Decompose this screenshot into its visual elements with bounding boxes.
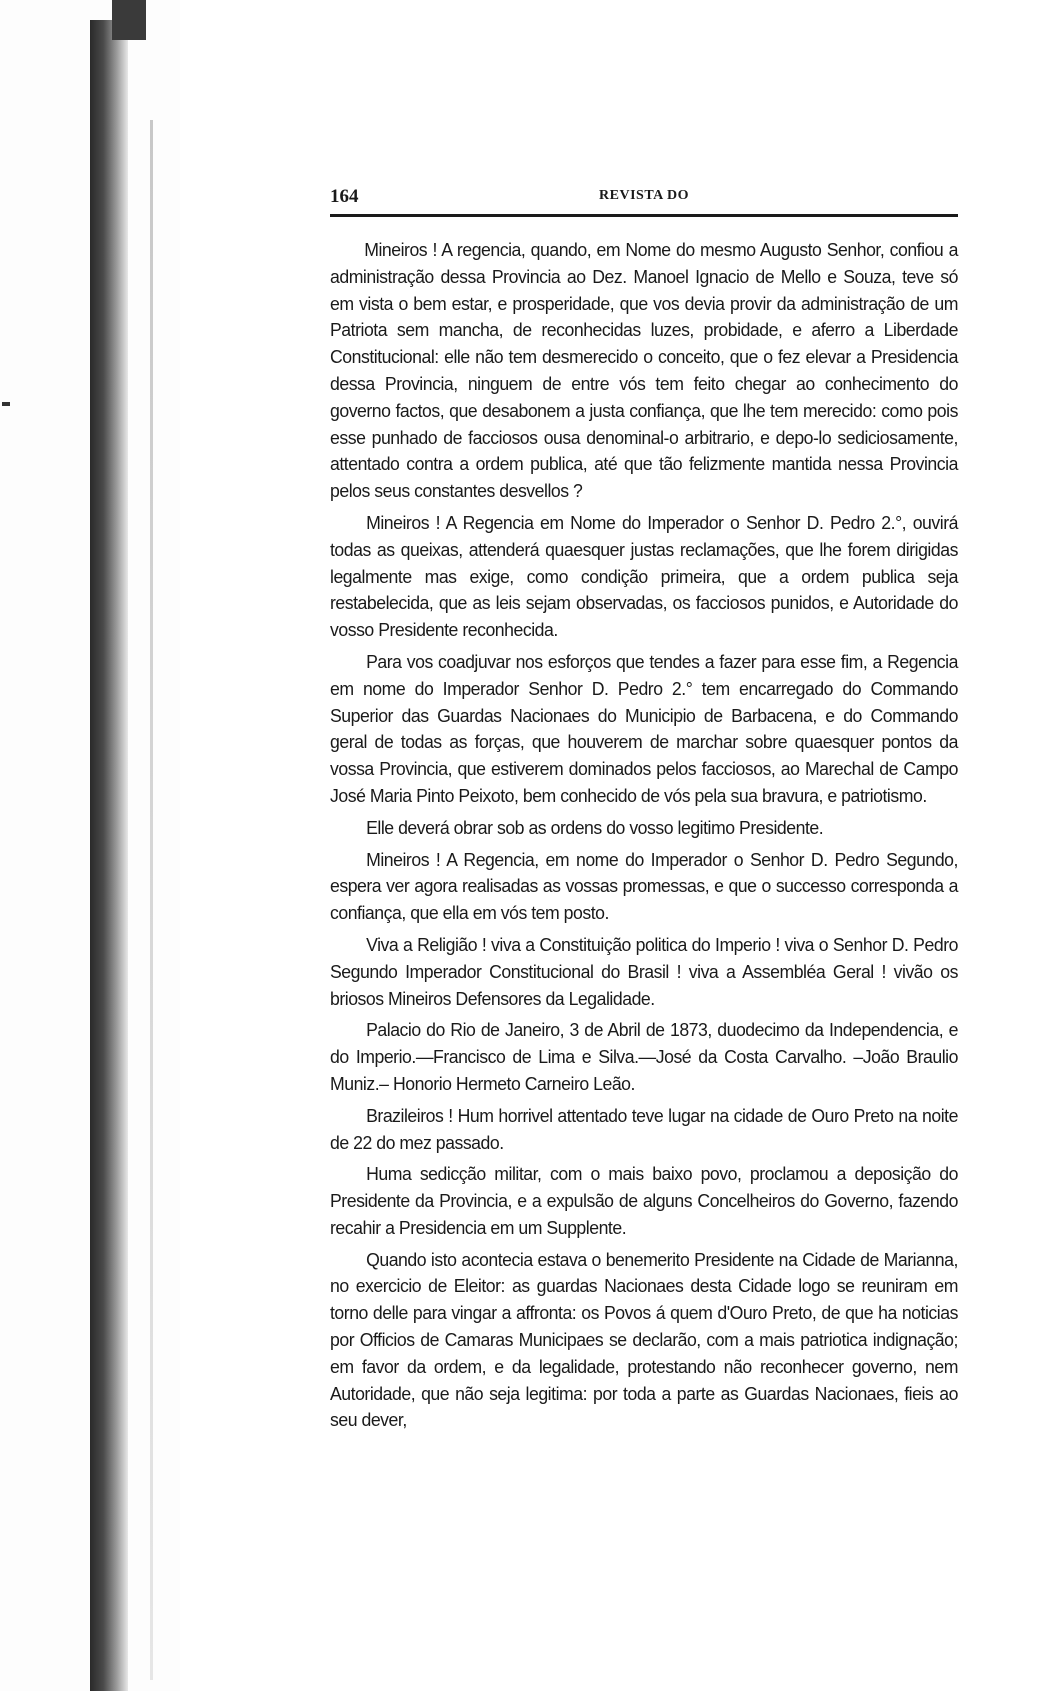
book-page <box>330 186 958 1439</box>
running-title: REVISTA DO <box>599 188 689 203</box>
paragraph: Huma sedicção militar, com o mais baixo povo, proclamou a deposição do Presidente da Provincia, e a expulsão de alguns Concelheiros do Governo, fazendo recahir a Presidencia em um Supplente. <box>330 1163 958 1238</box>
paragraph: Mineiros ! A Regencia, em nome do Imperador o Senhor D. Pedro Segundo, espera ver agora realisadas as vossas promessas, e que o successo corresponda a confiança, que ella em vós tem posto. <box>330 848 958 924</box>
running-head <box>330 186 958 214</box>
gutter-edge-line <box>150 120 153 1680</box>
paragraph: Para vos coadjuvar nos esforços que tendes a fazer para esse fim, a Regencia em nome do Imperador Senhor D. Pedro 2.° tem encarregado do Commando Superior das Guardas Nacionaes do Municipio de Barbacena, e do Commando geral de todas as forças, que houverem de marchar sobre quaesquer pontos da vossa Provincia, que estiverem dominados pelos facciosos, ao Marechal de Campo José Maria Pinto Peixoto, bem conhecido de vós pela sua bravura, e patriotismo. <box>330 650 958 806</box>
paragraph: Viva a Religião ! viva a Constituição politica do Imperio ! viva o Senhor D. Pedro Segundo Imperador Constitucional do Brasil ! viva a Assembléa Geral ! vivão os briosos Mineiros Defensores da Legalidade. <box>330 933 958 1009</box>
paragraph: Elle deverá obrar sob as ordens do vosso legitimo Presidente. <box>366 816 824 838</box>
paragraph: Mineiros ! A regencia, quando, em Nome do mesmo Augusto Senhor, confiou a administração dessa Provincia ao Dez. Manoel Ignacio de Mello e Souza, teve só em vista o bem estar, e prosperidade, que vos devia provir da administração de um Patriota sem mancha, de reconhecidas luzes, probidade, e aferro a Liberdade Constitucional: elle não tem desmerecido o conceito, que o fez elevar a Presidencia dessa Provincia, ninguem de entre vós tem feito chegar ao conhecimento do governo factos, que desabonem a justa confiança, que lhe tem merecido: como pois esse punhado de facciosos ousa denominal-o arbitrario, e depo-lo sediciosamente, attentado contra a ordem publica, até que tão felizmente mantida nessa Provincia pelos seus constantes desvellos ? <box>330 239 958 502</box>
paragraph: Brazileiros ! Hum horrivel attentado teve lugar na cidade de Ouro Preto na noite de 22 do mez passado. <box>330 1104 958 1153</box>
paragraph: Palacio do Rio de Janeiro, 3 de Abril de 1873, duodecimo da Independencia, e do Imperio.—Francisco de Lima e Silva.—José da Costa Carvalho. –João Braulio Muniz.– Honorio Hermeto Carneiro Leão. <box>330 1019 958 1094</box>
gutter-top-mark <box>112 0 146 40</box>
page-number: 164 <box>330 186 359 207</box>
body-text <box>330 237 958 1434</box>
gutter-shadow <box>90 20 128 1691</box>
margin-tick-mark <box>2 402 10 406</box>
header-rule <box>330 214 958 217</box>
paragraph: Mineiros ! A Regencia em Nome do Imperador o Senhor D. Pedro 2.°, ouvirá todas as queixas, attenderá quaesquer justas reclamações, que lhe forem dirigidas legalmente mas exige, como condição primeira, que a ordem publica seja restabelecida, que as leis sejam observadas, os facciosos punidos, e Autoridade do vosso Presidente reconhecida. <box>330 511 958 641</box>
paragraph: Quando isto acontecia estava o benemerito Presidente na Cidade de Marianna, no exercicio de Eleitor: as guardas Nacionaes desta Cidade logo se reuniram em torno delle para vingar a affronta: os Povos á quem d'Ouro Preto, de que ha noticias por Officios de Camaras Municipaes se declarão, com a mais patriotica indignação; em favor da ordem, e da legalidade, protestando não reconhecer governo, nem Autoridade, que não seja legitima: por toda a parte as Guardas Nacionaes, fieis ao seu dever, <box>330 1248 958 1431</box>
book-binding-edge <box>0 0 180 1691</box>
